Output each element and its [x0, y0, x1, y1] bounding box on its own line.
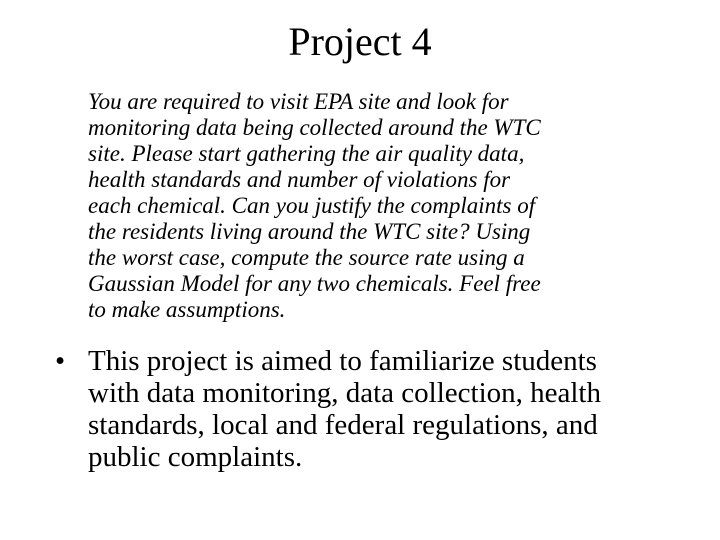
bullet-line: public complaints. [88, 441, 303, 473]
paragraph-line: Gaussian Model for any two chemicals. Feel free [88, 271, 541, 296]
paragraph-line: monitoring data being collected around the WTC [88, 115, 541, 140]
bullet-icon: • [55, 345, 66, 377]
paragraph-line: site. Please start gathering the air quality data, [88, 141, 525, 166]
bullet-line: standards, local and federal regulations, and [88, 409, 598, 441]
paragraph-line: health standards and number of violations for [88, 167, 511, 192]
slide-title: Project 4 [288, 19, 432, 64]
paragraph-line: the worst case, compute the source rate using a [88, 245, 525, 270]
paragraph-line: each chemical. Can you justify the complaints of [88, 193, 536, 218]
bullet-text [88, 345, 688, 473]
bullet-line: with data monitoring, data collection, health [88, 377, 601, 409]
assignment-paragraph [88, 89, 668, 323]
paragraph-line: to make assumptions. [88, 297, 286, 322]
bullet-line: This project is aimed to familiarize students [88, 345, 597, 377]
paragraph-line: the residents living around the WTC site? Using [88, 219, 531, 244]
paragraph-line: You are required to visit EPA site and look for [88, 89, 509, 114]
